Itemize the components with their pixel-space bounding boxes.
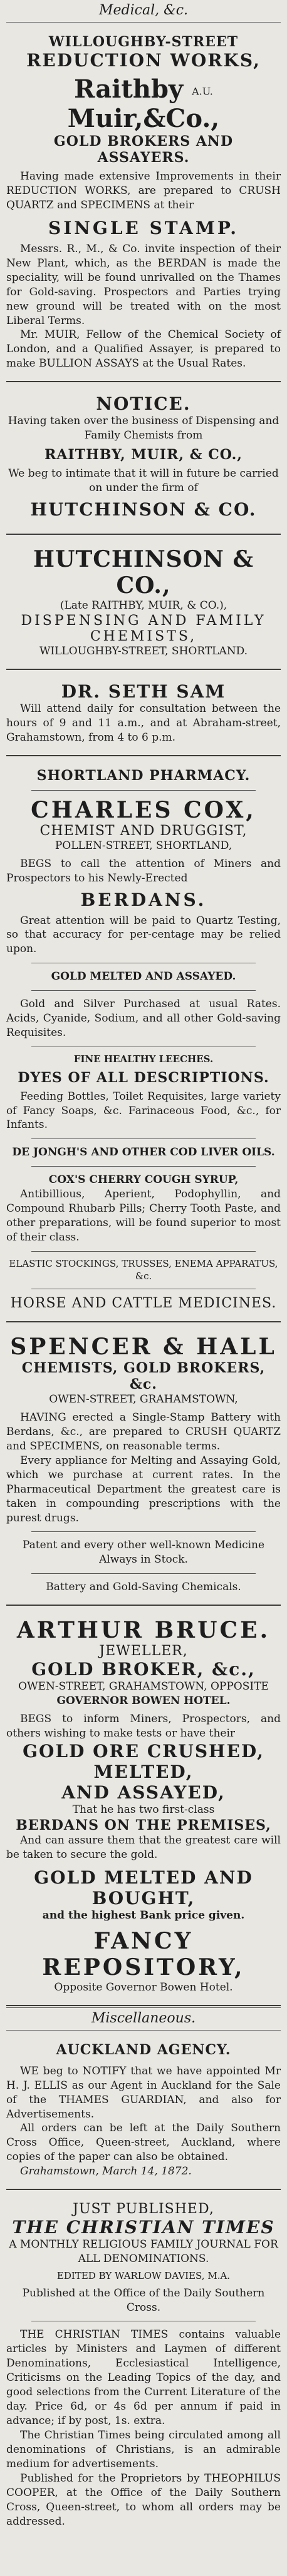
bruce-broker: GOLD BROKER, &c.,: [31, 1659, 256, 1680]
raithby-works: REDUCTION WORKS,: [26, 50, 261, 71]
cox-name: CHARLES COX,: [31, 796, 256, 823]
cox-body4: Feeding Bottles, Toilet Requisites, large variety of Fancy Soaps, &c. Farinaceous Food, &c., for Infants.: [6, 1090, 281, 1132]
times-body2: The Christian Times being circulated among all denominations of Christians, is an admirable medium for advertisements.: [6, 2429, 281, 2470]
bruce-fancy-address: Opposite Governor Bowen Hotel.: [54, 1980, 233, 1994]
cox-body2: Great attention will be paid to Quartz Testing, so that accuracy for per-centage may be relied upon.: [6, 914, 281, 956]
notice-title: NOTICE.: [96, 393, 191, 415]
cox-rule-7: [31, 1251, 256, 1252]
raithby-firm-mid: A.U.: [192, 85, 213, 98]
cox-body3: Gold and Silver Purchased at usual Rates. Acids, Cyanide, Sodium, and all other Gold-saving Requisites.: [6, 998, 281, 1040]
times-just: JUST PUBLISHED,: [73, 2201, 214, 2218]
times-body1: THE CHRISTIAN TIMES contains valuable articles by Ministers and Laymen of different Denominations, Ecclesiastical Intelligence, Criticisms on the Leading Topics of the day, and good selections from the Current Literature of the day. Price 6d, or 4s 6d per annum if paid in advance; if by post, 1s. extra.: [6, 2328, 281, 2428]
bruce-fancy: FANCY REPOSITORY,: [42, 1927, 245, 1980]
bruce-body2: That he has two first-class: [72, 1803, 215, 1816]
times-sub: A MONTHLY RELIGIOUS FAMILY JOURNAL FOR ALL DENOMINATIONS.: [9, 2238, 278, 2266]
times-advert: [6, 2190, 281, 2538]
auckland-title: AUCKLAND AGENCY.: [56, 2041, 231, 2058]
times-title: THE CHRISTIAN TIMES: [12, 2217, 275, 2238]
raithby-body1: Having made extensive Improvements in their REDUCTION WORKS, are prepared to CRUSH QUARTZ and SPECIMENS at their: [6, 170, 281, 211]
cox-rule: [31, 790, 256, 791]
bruce-jeweller: JEWELLER,: [99, 1643, 188, 1660]
section-title: Medical, &c.: [6, 0, 281, 23]
bruce-address: OWEN-STREET, GRAHAMSTOWN, OPPOSITE: [18, 1680, 269, 1693]
spencer-battery: Battery and Gold-Saving Chemicals.: [46, 1581, 241, 1594]
cox-oils: DE JONGH'S AND OTHER COD LIVER OILS.: [12, 1146, 275, 1159]
cox-melted: GOLD MELTED AND ASSAYED.: [51, 970, 236, 983]
spencer-rule: [31, 1531, 256, 1532]
spencer-body2: Every appliance for Melting and Assaying Gold, which we purchase at current rates. In the Pharmaceutical Department the greatest care is taken in compounding prescriptions with the purest drugs.: [6, 1454, 281, 1524]
bruce-advert: [6, 1606, 281, 2006]
spencer-address: OWEN-STREET, GRAHAMSTOWN,: [49, 1393, 238, 1406]
spencer-trade: CHEMISTS, GOLD BROKERS, &c.: [21, 1360, 266, 1392]
times-editor: EDITED BY WARLOW DAVIES, M.A.: [56, 2270, 231, 2282]
raithby-firm-2: Muir,&Co.,: [67, 104, 220, 133]
cox-rule-3: [31, 990, 256, 991]
cox-dyes: DYES OF ALL DESCRIPTIONS.: [18, 1069, 269, 1086]
times-office: Published at the Office of the Daily Southern Cross.: [22, 2286, 265, 2314]
raithby-body3: Mr. MUIR, Fellow of the Chemical Society of London, and a Qualified Assayer, is prepared to make BULLION ASSAYS at the Usual Rates.: [6, 328, 281, 370]
cox-horse: HORSE AND CATTLE MEDICINES.: [10, 1296, 277, 1311]
auckland-body2: All orders can be left at the Daily Southern Cross Office, Queen-street, Auckland, where copies of the paper can also be obtained.: [6, 2122, 281, 2164]
seth-sam-name: DR. SETH SAM: [61, 681, 226, 702]
raithby-business: GOLD BROKERS AND ASSAYERS.: [53, 133, 234, 166]
cox-advert: [6, 756, 281, 1322]
hutchinson-address: WILLOUGHBY-STREET, SHORTLAND.: [39, 644, 248, 657]
raithby-single-stamp: SINGLE STAMP.: [48, 217, 239, 238]
raithby-firm-1: Raithby: [74, 74, 184, 104]
spencer-patent: Patent and every other well-known Medicine Always in Stock.: [22, 1539, 265, 1566]
bruce-body3: And can assure them that the greatest care will be taken to secure the gold.: [6, 1833, 281, 1861]
hutchinson-trade: DISPENSING AND FAMILY: [21, 612, 266, 629]
spencer-body1: HAVING erected a Single-Stamp Battery with Berdans, &c., are prepared to CRUSH QUARTZ and SPECIMENS, on reasonable terms.: [6, 1411, 281, 1453]
spencer-advert: [6, 1322, 281, 1606]
bruce-assayed: AND ASSAYED,: [61, 1782, 226, 1803]
bruce-body1: BEGS to inform Miners, Prospectors, and others wishing to make tests or have their: [6, 1713, 281, 1740]
notice-body2: We beg to intimate that it will in future be carried on under the firm of: [8, 467, 279, 495]
times-body3: Published for the Proprietors by THEOPHILUS COOPER, at the Office of the Daily Southern Cross, Queen-street, to whom all orders may be addressed.: [6, 2472, 281, 2528]
auckland-body1: WE beg to NOTIFY that we have appointed Mr H. J. ELLIS as our Agent in Auckland for the Sale of the THAMES GUARDIAN, and also for Advertisements.: [6, 2064, 281, 2121]
hutchinson-late: (Late RAITHBY, MUIR, & CO.),: [60, 599, 227, 612]
cox-title: CHEMIST AND DRUGGIST,: [39, 823, 248, 839]
bruce-bought: GOLD MELTED AND BOUGHT,: [34, 1867, 253, 1909]
cox-body5: Antibillious, Aperient, Podophyllin, and Compound Rhubarb Pills; Cherry Tooth Paste, and other preparations, will be found superior to most of their class.: [6, 1188, 281, 1244]
misc-title: Miscellaneous.: [6, 2007, 281, 2031]
bruce-hotel: GOVERNOR BOWEN HOTEL.: [56, 1695, 231, 1708]
bruce-crushed: GOLD ORE CRUSHED, MELTED,: [23, 1741, 264, 1782]
auckland-advert: [6, 2031, 281, 2191]
cox-body1: BEGS to call the attention of Miners and Prospectors to his Newly-Erected: [6, 857, 281, 885]
auckland-date: Grahamstown, March 14, 1872.: [20, 2165, 192, 2178]
hutchinson-trade2: CHEMISTS,: [90, 628, 197, 644]
seth-sam-advert: [6, 670, 281, 756]
cox-elastic: ELASTIC STOCKINGS, TRUSSES, ENEMA APPARATUS, &c.: [9, 1258, 278, 1282]
bruce-prices: and the highest Bank price given.: [42, 1909, 245, 1922]
cox-rule-5: [31, 1138, 256, 1139]
bruce-berdans: BERDANS ON THE PREMISES,: [16, 1817, 271, 1833]
bruce-name: ARTHUR BRUCE.: [16, 1617, 271, 1644]
seth-sam-body: Will attend daily for consultation between the hours of 9 and 11 a.m., and at Abraham-street, Grahamstown, from 4 to 6 p.m.: [6, 702, 281, 744]
notice-new-firm: HUTCHINSON & CO.: [30, 499, 257, 520]
cox-leeches: FINE HEALTHY LEECHES.: [73, 1053, 214, 1065]
spencer-rule-2: [31, 1573, 256, 1574]
notice-firm: RAITHBY, MUIR, & CO.,: [44, 447, 243, 464]
notice-advert: [6, 382, 281, 535]
raithby-body2: Messrs. R., M., & Co. invite inspection of their New Plant, which, as the BERDAN is made the speciality, will be found unrivalled on the Thames for Gold-saving. Prospectors and Parties trying new ground will be treated with on the most Liberal Terms.: [6, 242, 281, 327]
raithby-advert: [6, 23, 281, 382]
cox-address: POLLEN-STREET, SHORTLAND,: [55, 839, 232, 852]
spencer-name: SPENCER & HALL: [10, 1334, 277, 1360]
hutchinson-advert: [6, 535, 281, 670]
cox-syrup: COX'S CHERRY COUGH SYRUP,: [48, 1174, 239, 1187]
cox-header: SHORTLAND PHARMACY.: [36, 767, 251, 784]
notice-body1: Having taken over the business of Dispensing and Family Chemists from: [8, 415, 279, 442]
raithby-street: WILLOUGHBY-STREET: [48, 34, 239, 50]
cox-berdans: BERDANS.: [80, 889, 207, 910]
hutchinson-name: HUTCHINSON & CO.,: [33, 546, 254, 599]
raithby-firm: [6, 74, 281, 133]
cox-rule-6: [31, 1166, 256, 1167]
